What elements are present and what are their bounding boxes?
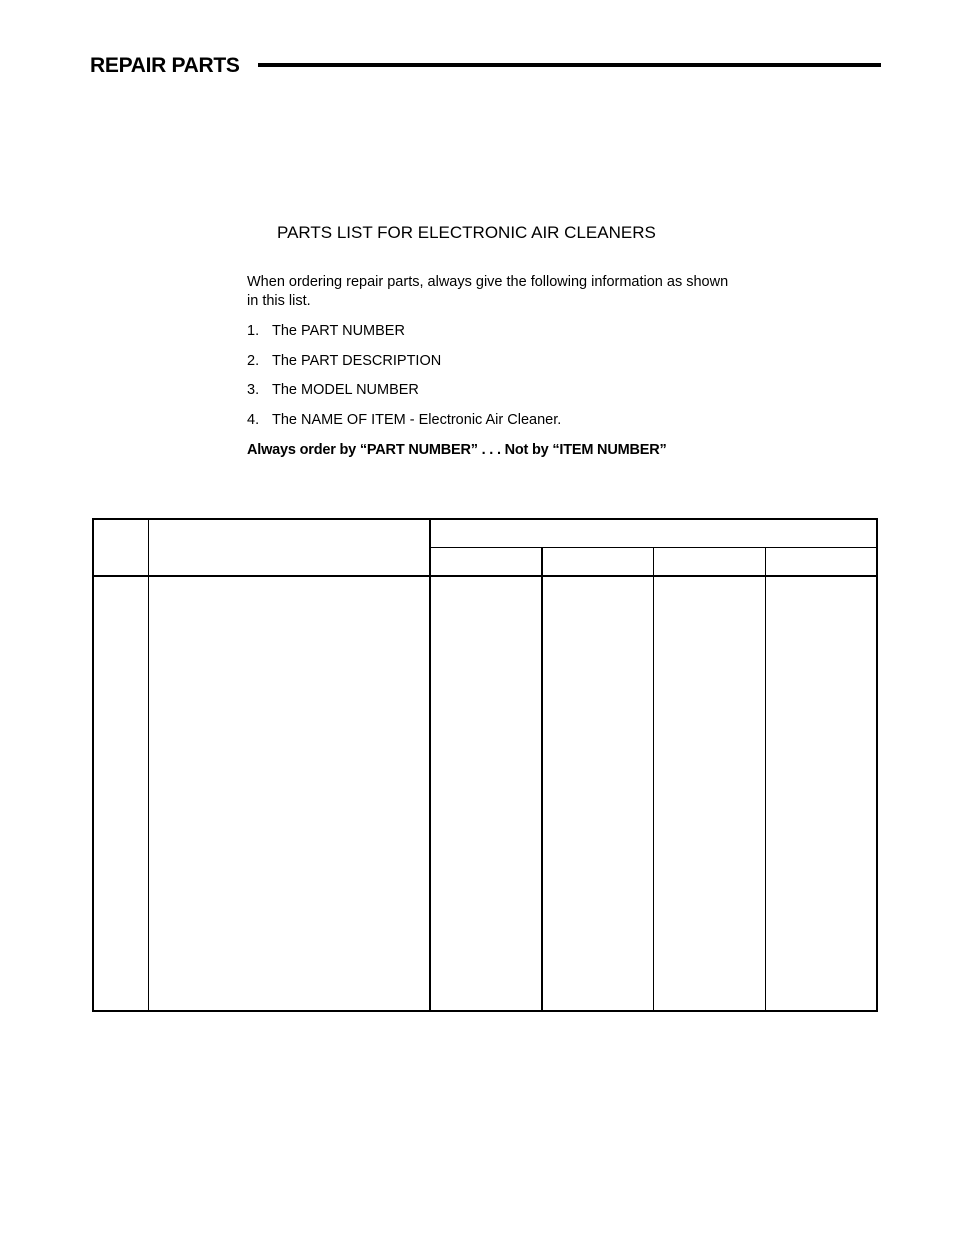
header-subdivider [429, 547, 876, 548]
list-item-number: 4. [247, 412, 260, 428]
header-rule [258, 63, 881, 67]
column-divider [429, 520, 431, 1010]
section-title: REPAIR PARTS [90, 54, 240, 77]
list-item-text: The PART DESCRIPTION [272, 353, 442, 369]
list-item-number: 3. [247, 382, 260, 398]
column-divider [653, 548, 654, 1010]
column-divider [148, 520, 149, 1010]
list-item [247, 352, 441, 371]
list-item-text: The MODEL NUMBER [272, 382, 419, 398]
order-note: Always order by “PART NUMBER” . . . Not by “ITEM NUMBER” [247, 442, 667, 458]
parts-table [92, 518, 878, 1012]
list-item-number: 1. [247, 323, 260, 339]
list-item-text: The PART NUMBER [272, 323, 405, 339]
header-row-divider [94, 575, 876, 577]
column-divider [765, 548, 766, 1010]
parts-list-title: PARTS LIST FOR ELECTRONIC AIR CLEANERS [277, 223, 656, 242]
list-item [247, 322, 405, 341]
list-item [247, 411, 561, 430]
list-item-number: 2. [247, 353, 260, 369]
list-item [247, 381, 419, 400]
ordering-instructions: When ordering repair parts, always give the following information as shown in this list. [247, 274, 729, 309]
column-divider [541, 548, 543, 1010]
list-item-text: The NAME OF ITEM - Electronic Air Cleaner. [272, 412, 562, 428]
